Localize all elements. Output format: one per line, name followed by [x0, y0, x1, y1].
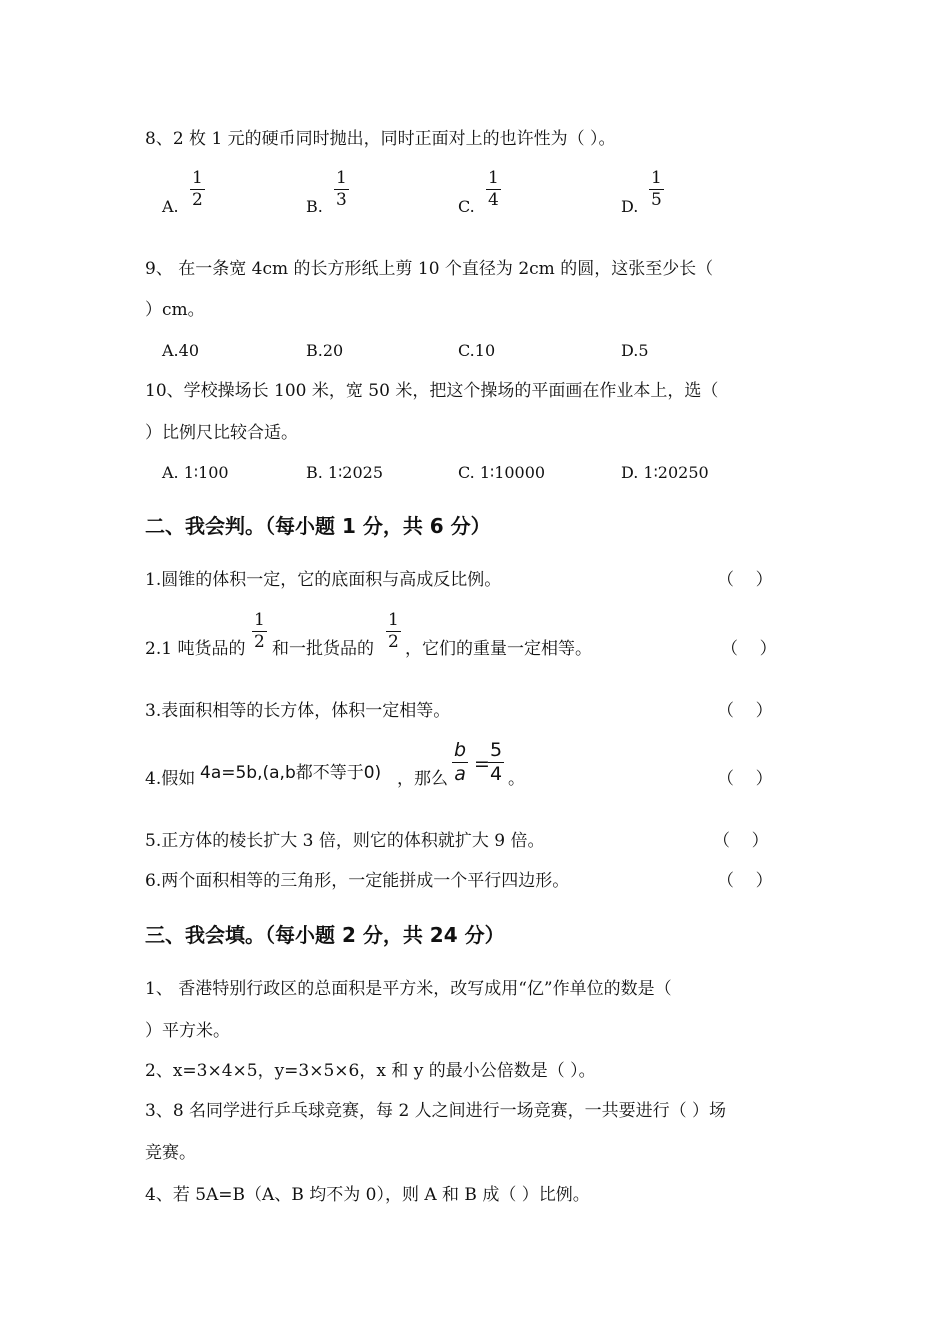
fraction-denominator: 5 — [651, 190, 662, 210]
q10-option-b: B. 1∶2025 — [306, 463, 383, 482]
fill-q1-line1: 1、 香港特别行政区的总面积是平方米，改写成用“亿”作单位的数是（ — [145, 979, 672, 999]
judge-item-5-answer-blank[interactable]: （ ） — [713, 831, 769, 851]
q8-option-b-letter: B. — [306, 197, 323, 216]
fraction-numerator: 1 — [254, 610, 265, 630]
q8-option-c-fraction — [486, 170, 501, 209]
fraction-denominator: 3 — [336, 190, 347, 210]
judge-item-4-fraction-54 — [488, 741, 504, 784]
q9-line1: 9、 在一条宽 4cm 的长方形纸上剪 10 个直径为 2cm 的圆，这张至少长（ — [145, 259, 714, 279]
fraction-numerator: 1 — [488, 168, 499, 188]
judge-item-6-text: 6.两个面积相等的三角形，一定能拼成一个平行四边形。 — [145, 871, 570, 891]
judge-item-2-post: ，它们的重量一定相等。 — [405, 639, 592, 659]
section3-heading: 三、我会填。（每小题 2 分，共 24 分） — [145, 923, 505, 947]
q8-option-a-fraction — [190, 170, 205, 209]
judge-item-4-pre: 4.假如 — [145, 769, 196, 789]
judge-item-4-mid: ，那么 — [397, 769, 448, 789]
q9-option-d: D.5 — [621, 341, 649, 360]
judge-item-1-text: 1.圆锥的体积一定，它的底面积与高成反比例。 — [145, 570, 502, 590]
judge-item-2-answer-blank[interactable]: （ ） — [721, 639, 777, 659]
judge-item-4-equals: = — [474, 753, 490, 775]
fill-q1-line2: ）平方米。 — [145, 1021, 230, 1041]
fraction-denominator: 2 — [192, 190, 203, 210]
fraction-denominator: 2 — [254, 632, 265, 652]
fraction-numerator: b — [454, 739, 467, 761]
fill-q4: 4、若 5A=B（A、B 均不为 0），则 A 和 B 成（ ）比例。 — [145, 1185, 590, 1205]
fraction-denominator: a — [454, 763, 466, 785]
q9-option-c: C.10 — [458, 341, 496, 360]
q8-option-c-letter: C. — [458, 197, 475, 216]
q8-option-d-letter: D. — [621, 197, 639, 216]
q9-option-b: B.20 — [306, 341, 344, 360]
q8-option-b-fraction — [334, 170, 349, 209]
judge-item-6-answer-blank[interactable]: （ ） — [717, 871, 773, 891]
fraction-denominator: 4 — [490, 763, 503, 785]
q10-option-c: C. 1∶10000 — [458, 463, 546, 482]
section2-heading: 二、我会判。（每小题 1 分，共 6 分） — [145, 514, 491, 538]
judge-item-4-fraction-ba — [452, 741, 468, 784]
fraction-numerator: 1 — [192, 168, 203, 188]
q8-option-d-fraction — [649, 170, 664, 209]
fill-q3-line1: 3、8 名同学进行乒乓球竞赛，每 2 人之间进行一场竞赛，一共要进行（ ）场 — [145, 1101, 727, 1121]
judge-item-2-pre: 2.1 吨货品的 — [145, 639, 246, 659]
judge-item-4-answer-blank[interactable]: （ ） — [717, 769, 773, 789]
fraction-numerator: 1 — [388, 610, 399, 630]
judge-item-3-answer-blank[interactable]: （ ） — [717, 701, 773, 721]
fill-q2: 2、x=3×4×5，y=3×5×6，x 和 y 的最小公倍数是（ ）。 — [145, 1061, 596, 1081]
q8-option-a-letter: A. — [162, 197, 179, 216]
fraction-denominator: 2 — [388, 632, 399, 652]
judge-item-4-post: 。 — [508, 769, 525, 789]
judge-item-2-mid: 和一批货品的 — [272, 639, 374, 659]
q10-line2: ）比例尺比较合适。 — [145, 423, 298, 443]
q9-option-a: A.40 — [162, 341, 199, 360]
q10-option-d: D. 1∶20250 — [621, 463, 709, 482]
fraction-numerator: 1 — [651, 168, 662, 188]
fraction-denominator: 4 — [488, 190, 499, 210]
fraction-numerator: 1 — [336, 168, 347, 188]
q8-text: 8、2 枚 1 元的硬币同时抛出，同时正面对上的也许性为（ ）。 — [145, 129, 616, 149]
fraction-numerator: 5 — [490, 739, 503, 761]
fill-q3-line2: 竞赛。 — [145, 1143, 196, 1163]
q9-line2: ）cm。 — [145, 300, 205, 320]
judge-item-5-text: 5.正方体的棱长扩大 3 倍，则它的体积就扩大 9 倍。 — [145, 831, 545, 851]
q10-option-a: A. 1∶100 — [162, 463, 229, 482]
judge-item-4-formula: 4a=5b,(a,b都不等于0) — [200, 763, 382, 783]
judge-item-3-text: 3.表面积相等的长方体，体积一定相等。 — [145, 701, 451, 721]
judge-item-2-fraction-1 — [252, 612, 267, 651]
q10-line1: 10、学校操场长 100 米，宽 50 米，把这个操场的平面画在作业本上，选（ — [145, 381, 719, 401]
judge-item-1-answer-blank[interactable]: （ ） — [717, 570, 773, 590]
judge-item-2-fraction-2 — [386, 612, 401, 651]
